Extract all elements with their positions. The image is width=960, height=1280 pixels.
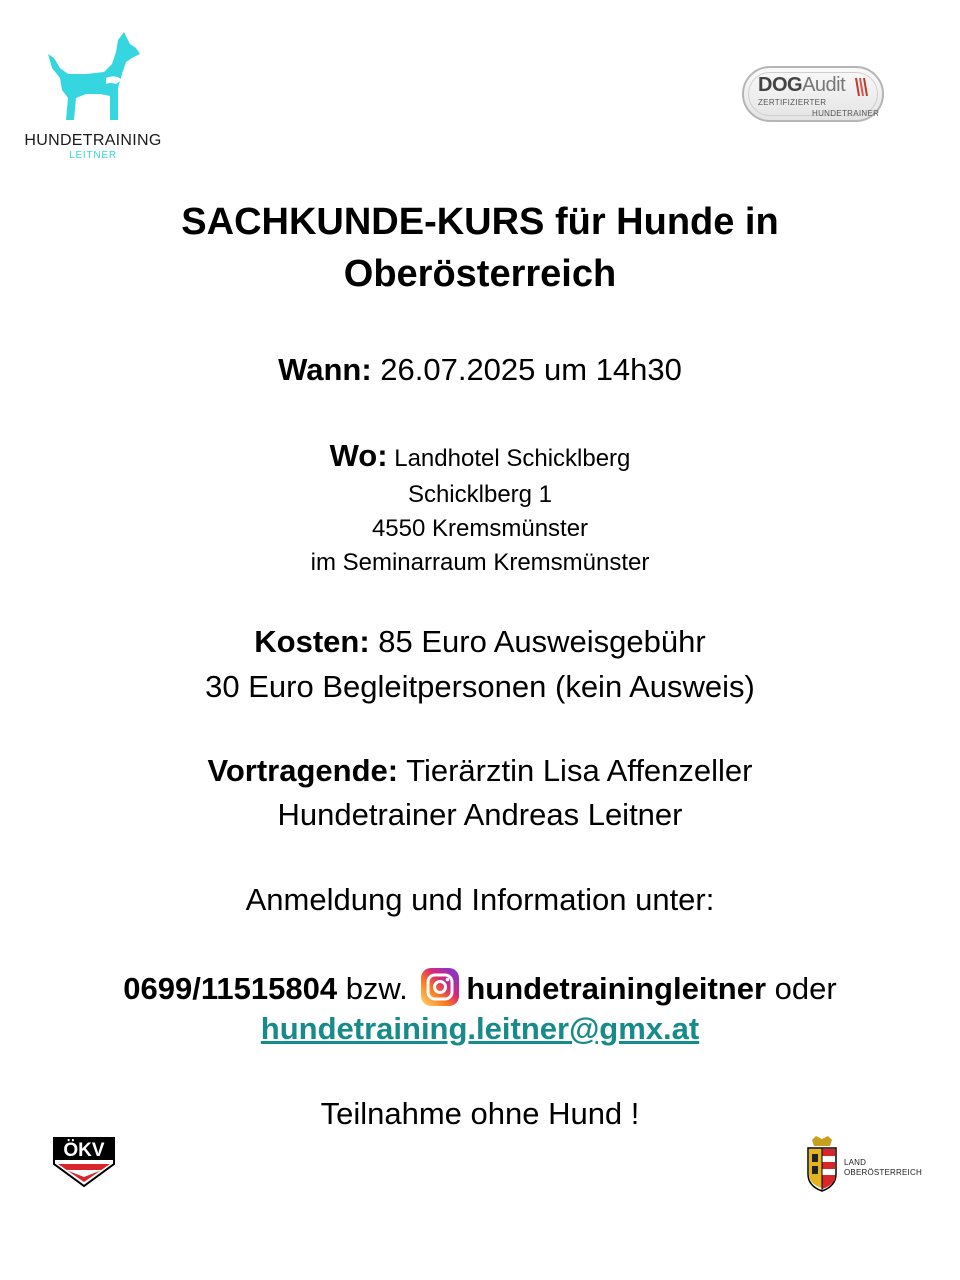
where-room: im Seminarraum Kremsmünster — [310, 549, 650, 576]
ooe-coat-of-arms-icon — [806, 1136, 838, 1192]
cost-companion: 30 Euro Begleitpersonen (kein Ausweis) — [205, 669, 755, 704]
land-line1: LAND — [844, 1158, 867, 1167]
participation-note: Teilnahme ohne Hund ! — [320, 1096, 640, 1131]
logo-subtitle: LEITNER — [69, 150, 117, 161]
logo-title: HUNDETRAINING — [24, 132, 162, 149]
logo-text — [18, 132, 168, 161]
land-ooe-text — [844, 1158, 922, 1178]
contact-oder: oder — [766, 971, 837, 1006]
when-label: Wann: — [278, 352, 372, 387]
dog-logo-icon — [46, 28, 146, 128]
when-line — [0, 352, 960, 388]
page-title-line1: SACHKUNDE-KURS für Hunde in — [181, 201, 779, 243]
page-title-line2: Oberösterreich — [343, 253, 617, 295]
where-address-city: 4550 Kremsmünster — [371, 515, 589, 542]
speaker-1: Tierärztin Lisa Affenzeller — [398, 753, 753, 788]
dog-audit-badge — [742, 66, 884, 122]
when-value: 26.07.2025 um 14h30 — [371, 352, 682, 387]
land-line2: OBERÖSTERREICH — [844, 1168, 922, 1177]
cost-line — [0, 624, 960, 660]
email-link[interactable]: hundetraining.leitner@gmx.at — [260, 1011, 700, 1046]
speaker-2: Hundetrainer Andreas Leitner — [277, 797, 683, 832]
email-line — [0, 1011, 960, 1047]
where-address-street: Schicklberg 1 — [407, 481, 553, 508]
cost-label: Kosten: — [254, 624, 370, 659]
badge-line1: ZERTIFIZIERTER — [758, 98, 827, 107]
contact-line — [0, 967, 960, 1007]
instagram-handle[interactable]: hundetrainingleitner — [466, 971, 767, 1006]
land-ooe-logo — [806, 1136, 926, 1194]
speakers-label: Vortragende: — [207, 753, 399, 788]
where-line — [0, 438, 960, 474]
registration-info: Anmeldung und Information unter: — [245, 882, 715, 917]
badge-line2: HUNDETRAINER — [812, 109, 880, 118]
okv-text: ÖKV — [63, 1140, 105, 1161]
where-value: Landhotel Schicklberg — [387, 445, 631, 472]
where-label: Wo: — [329, 438, 388, 473]
contact-bzw: bzw. — [337, 971, 417, 1006]
speakers-line — [0, 753, 960, 789]
cost-value: 85 Euro Ausweisgebühr — [369, 624, 706, 659]
phone-number[interactable]: 0699/11515804 — [123, 971, 338, 1006]
badge-stripes-icon — [854, 76, 870, 98]
badge-title: DOGAudit — [758, 74, 846, 96]
okv-logo-icon — [52, 1136, 116, 1190]
instagram-icon[interactable] — [420, 967, 460, 1007]
